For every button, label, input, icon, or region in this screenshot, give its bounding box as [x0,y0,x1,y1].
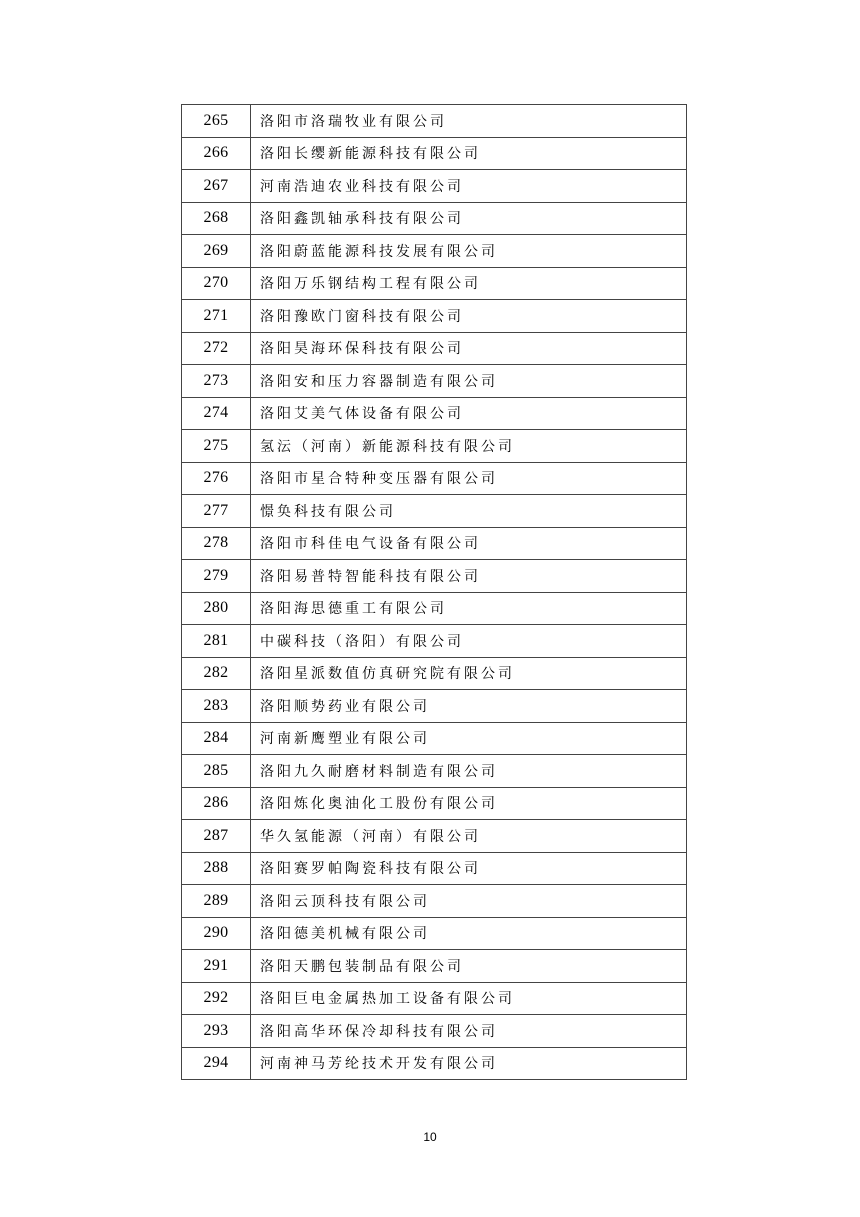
row-number: 278 [182,527,251,560]
row-number: 288 [182,852,251,885]
row-number: 290 [182,917,251,950]
row-number: 275 [182,430,251,463]
company-name: 洛阳炼化奥油化工股份有限公司 [251,787,687,820]
company-name: 氢沄（河南）新能源科技有限公司 [251,430,687,463]
table-row [182,235,687,268]
table-row [182,332,687,365]
row-number: 277 [182,495,251,528]
company-name: 洛阳蔚蓝能源科技发展有限公司 [251,235,687,268]
table-row [182,1015,687,1048]
company-name: 河南新鹰塑业有限公司 [251,722,687,755]
company-name: 中碳科技（洛阳）有限公司 [251,625,687,658]
row-number: 283 [182,690,251,723]
company-name: 洛阳星派数值仿真研究院有限公司 [251,657,687,690]
row-number: 270 [182,267,251,300]
row-number: 280 [182,592,251,625]
table-row [182,105,687,138]
company-list-table [181,104,687,1080]
company-name: 洛阳万乐钢结构工程有限公司 [251,267,687,300]
table-row [182,202,687,235]
company-name: 憬奂科技有限公司 [251,495,687,528]
company-name: 洛阳九久耐磨材料制造有限公司 [251,755,687,788]
page-number: 10 [423,1130,437,1144]
row-number: 273 [182,365,251,398]
row-number: 284 [182,722,251,755]
company-name: 洛阳市星合特种变压器有限公司 [251,462,687,495]
table-row [182,982,687,1015]
row-number: 272 [182,332,251,365]
table-row [182,950,687,983]
company-name: 洛阳赛罗帕陶瓷科技有限公司 [251,852,687,885]
table-row [182,592,687,625]
row-number: 268 [182,202,251,235]
company-name: 洛阳高华环保冷却科技有限公司 [251,1015,687,1048]
company-name: 洛阳海思德重工有限公司 [251,592,687,625]
row-number: 266 [182,137,251,170]
company-name: 洛阳天鹏包装制品有限公司 [251,950,687,983]
row-number: 282 [182,657,251,690]
row-number: 286 [182,787,251,820]
table-row [182,137,687,170]
table-row [182,820,687,853]
table-row [182,917,687,950]
row-number: 281 [182,625,251,658]
company-name: 华久氢能源（河南）有限公司 [251,820,687,853]
row-number: 271 [182,300,251,333]
table-row [182,625,687,658]
row-number: 274 [182,397,251,430]
company-name: 洛阳市洛瑞牧业有限公司 [251,105,687,138]
table-row [182,722,687,755]
company-name: 洛阳艾美气体设备有限公司 [251,397,687,430]
company-name: 洛阳长缨新能源科技有限公司 [251,137,687,170]
row-number: 292 [182,982,251,1015]
row-number: 285 [182,755,251,788]
table-row [182,657,687,690]
table-row [182,430,687,463]
table-row [182,885,687,918]
row-number: 287 [182,820,251,853]
company-name: 洛阳豫欧门窗科技有限公司 [251,300,687,333]
company-name: 洛阳德美机械有限公司 [251,917,687,950]
company-name: 洛阳鑫凯轴承科技有限公司 [251,202,687,235]
table-row [182,495,687,528]
company-name: 洛阳市科佳电气设备有限公司 [251,527,687,560]
table-row [182,397,687,430]
table-row [182,170,687,203]
table-row [182,852,687,885]
company-name: 洛阳顺势药业有限公司 [251,690,687,723]
company-name: 河南神马芳纶技术开发有限公司 [251,1047,687,1080]
table-row [182,1047,687,1080]
row-number: 289 [182,885,251,918]
table-row [182,365,687,398]
table-row [182,300,687,333]
table-row [182,755,687,788]
table-row [182,462,687,495]
row-number: 269 [182,235,251,268]
table-row [182,527,687,560]
company-name: 洛阳易普特智能科技有限公司 [251,560,687,593]
table-row [182,560,687,593]
table-row [182,267,687,300]
row-number: 265 [182,105,251,138]
row-number: 267 [182,170,251,203]
row-number: 291 [182,950,251,983]
company-name: 河南浩迪农业科技有限公司 [251,170,687,203]
table-row [182,787,687,820]
company-name: 洛阳云顶科技有限公司 [251,885,687,918]
company-name: 洛阳昊海环保科技有限公司 [251,332,687,365]
row-number: 279 [182,560,251,593]
row-number: 276 [182,462,251,495]
table-row [182,690,687,723]
company-list-body [182,105,687,1080]
row-number: 293 [182,1015,251,1048]
company-name: 洛阳巨电金属热加工设备有限公司 [251,982,687,1015]
row-number: 294 [182,1047,251,1080]
company-name: 洛阳安和压力容器制造有限公司 [251,365,687,398]
